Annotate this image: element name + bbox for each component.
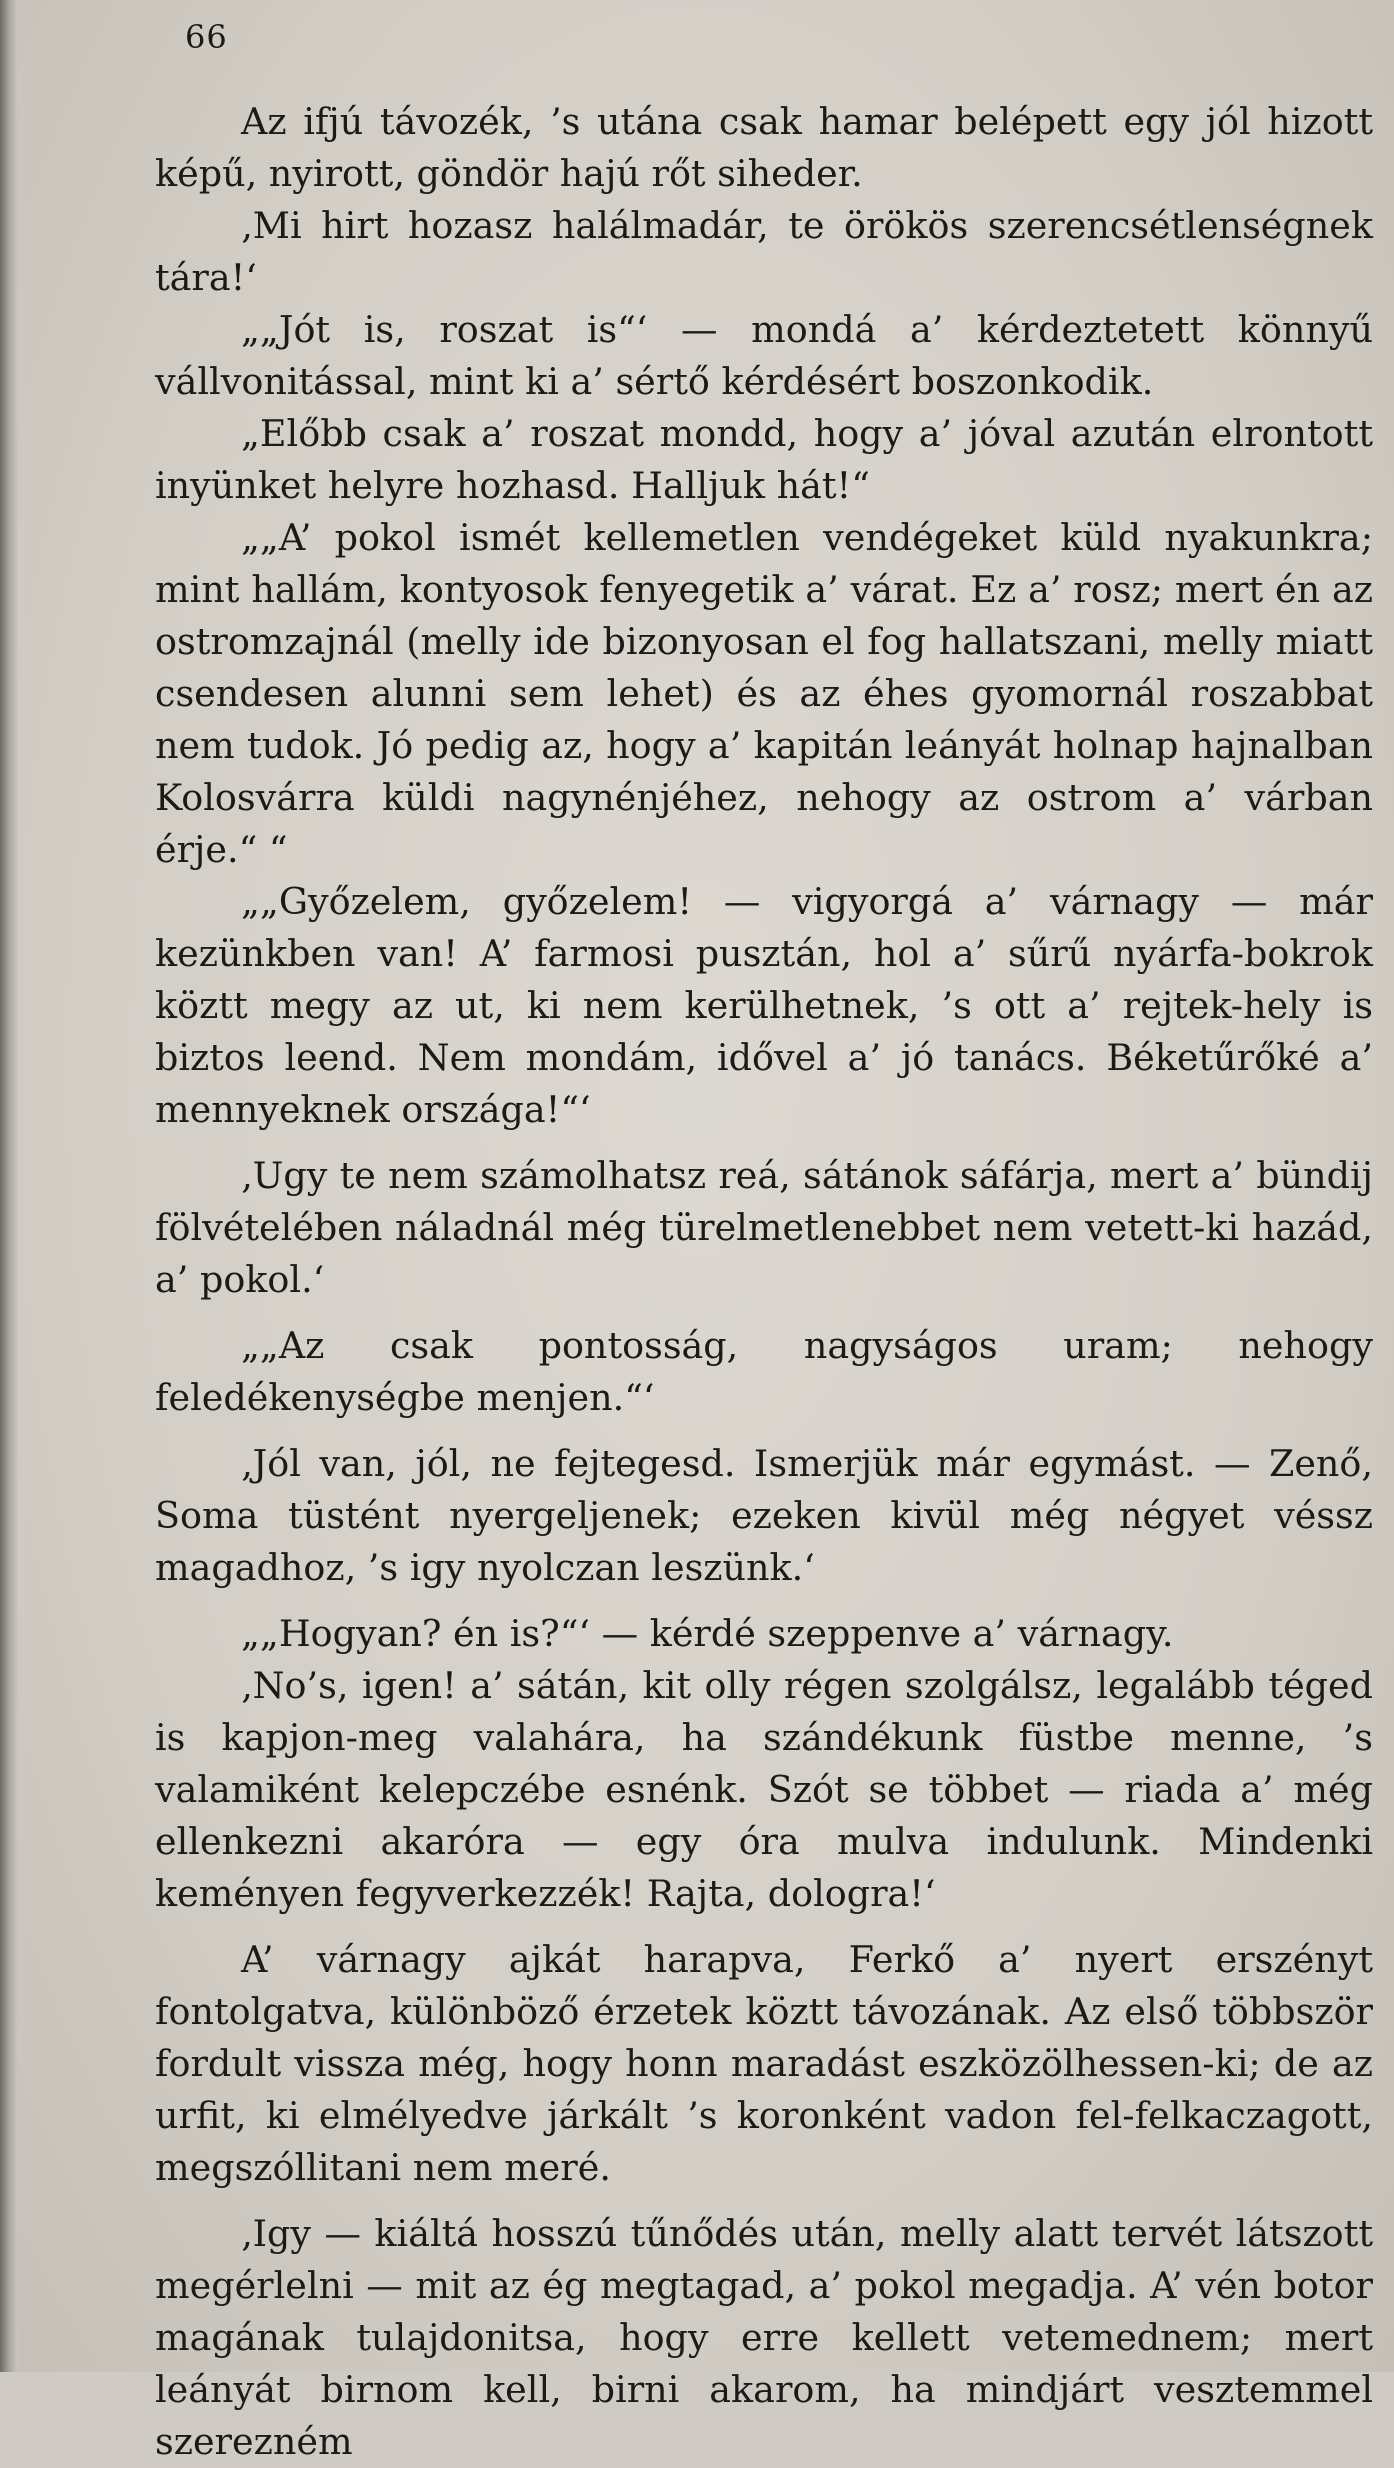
paragraph: Az ifjú távozék, ’s utána csak hamar belépett egy jól hizott képű, nyirott, göndör hajú rőt siheder. (155, 100, 1373, 195)
book-spine-shadow (0, 0, 18, 2372)
body-text (155, 96, 1373, 2468)
paragraph: „„Az csak pontosság, nagyságos uram; nehogy feledékenységbe menjen.“‘ (155, 1324, 1373, 1419)
paragraph: ‚No’s, igen! a’ sátán, kit olly régen szolgálsz, legalább téged is kapjon-meg valahára, ha szándékunk füstbe menne, ’s valamiként kelepczébe esnénk. Szót se többet — riada a’ még ellenkezni akaróra — egy óra mulva indulunk. Mindenki keményen fegyverkezzék! Rajta, dologra!‘ (155, 1664, 1373, 1915)
paragraph: ‚Mi hirt hozasz halálmadár, te örökös szerencsétlenségnek tára!‘ (155, 204, 1373, 299)
paragraph: „„Győzelem, győzelem! — vigyorgá a’ várnagy — már kezünkben van! A’ farmosi pusztán, hol a’ sűrű nyárfa-bokrok köztt megy az ut, ki nem kerülhetnek, ’s ott a’ rejtek-hely is biztos leend. Nem mondám, idővel a’ jó tanács. Béketűrőké a’ mennyeknek országa!“‘ (155, 880, 1373, 1131)
paragraph: „„A’ pokol ismét kellemetlen vendégeket küld nyakunkra; mint hallám, kontyosok fenyegetik a’ várat. Ez a’ rosz; mert én az ostromzajnál (melly ide bizonyosan el fog hallatszani, melly miatt csendesen alunni sem lehet) és az éhes gyomornál roszabbat nem tudok. Jó pedig az, hogy a’ kapitán leányát holnap hajnalban Kolosvárra küldi nagynénjéhez, nehogy az ostrom a’ várban érje.“ “ (155, 516, 1373, 871)
paragraph: A’ várnagy ajkát harapva, Ferkő a’ nyert erszényt fontolgatva, különböző érzetek köztt távozának. Az első többször fordult vissza még, hogy honn maradást eszközölhessen-ki; de az urfit, ki elmélyedve járkált ’s koronként vadon fel-felkaczagott, megszóllitani nem meré. (155, 1938, 1373, 2189)
paragraph: „„Jót is, roszat is“‘ — mondá a’ kérdeztetett könnyű vállvonitással, mint ki a’ sértő kérdésért boszonkodik. (155, 308, 1373, 403)
paragraph: ‚Jól van, jól, ne fejtegesd. Ismerjük már egymást. — Zenő, Soma tüstént nyergeljenek; ezeken kivül még négyet véssz magadhoz, ’s igy nyolczan leszünk.‘ (155, 1442, 1373, 1589)
paragraph: ‚Ugy te nem számolhatsz reá, sátánok sáfárja, mert a’ bündij fölvételében náladnál még türelmetlenebbet nem vetett-ki hazád, a’ pokol.‘ (155, 1154, 1373, 1301)
paragraph: ‚Igy — kiáltá hosszú tűnődés után, melly alatt tervét látszott megérlelni — mit az ég megtagad, a’ pokol megadja. A’ vén botor magának tulajdonitsa, hogy erre kellett vetemednem; mert leányát birnom kell, birni akarom, ha mindjárt vesztemmel szerezném (155, 2212, 1373, 2463)
paragraph: „„Hogyan? én is?“‘ — kérdé szeppenve a’ várnagy. (241, 1612, 1174, 1655)
page-number: 66 (185, 18, 228, 56)
paragraph: „Előbb csak a’ roszat mondd, hogy a’ jóval azután elrontott inyünket helyre hozhasd. Halljuk hát!“ (155, 412, 1373, 507)
